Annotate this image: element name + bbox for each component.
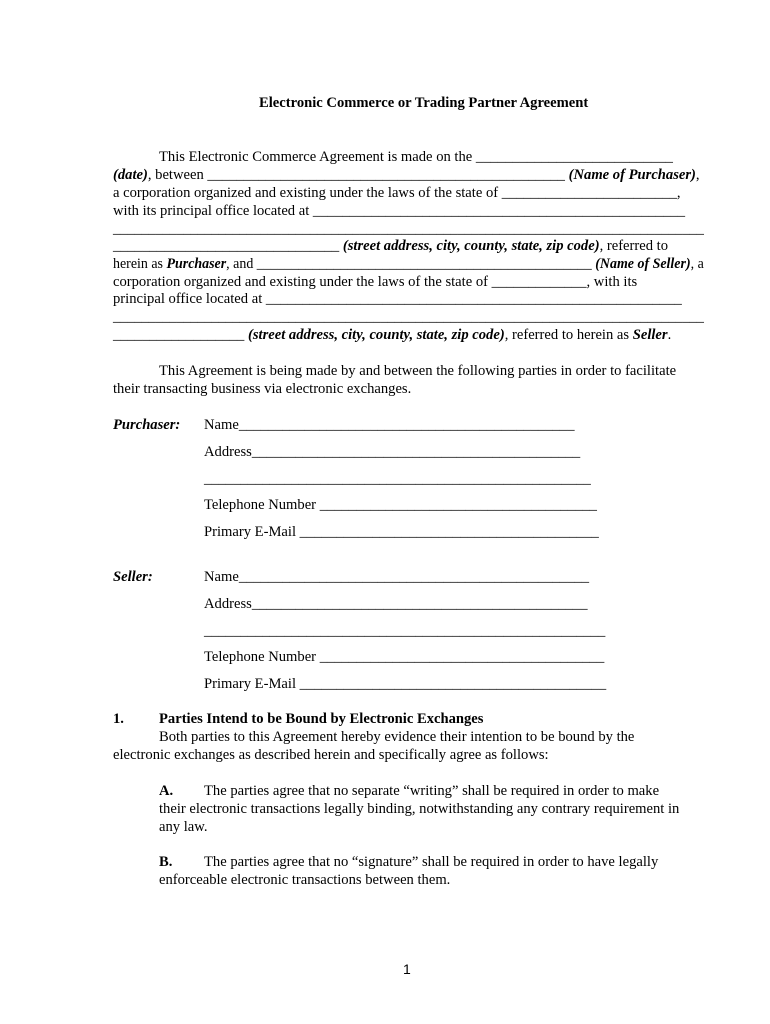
purchaser-name-field[interactable]: Name______________________________________________ xyxy=(204,417,575,433)
intro-line-3: a corporation organized and existing under the laws of the state of ________________________, xyxy=(113,185,681,201)
seller-address-field[interactable]: Address______________________________________________ xyxy=(204,596,588,612)
clause-a-label: A. xyxy=(159,783,174,799)
intro-line-8: corporation organized and existing under the laws of the state of _____________, with its xyxy=(113,274,638,290)
clause-b-line-2: enforceable electronic transactions between them. xyxy=(159,872,451,888)
intro-line-5: ____________________________________________________________________________________ xyxy=(113,221,704,237)
purchaser-name-label: (Name of Purchaser) xyxy=(568,167,696,183)
intro-line-6: _______________________________ (street address, city, county, state, zip code), referred to xyxy=(113,238,669,254)
purchaser-telephone-field[interactable]: Telephone Number ______________________________________ xyxy=(204,497,597,513)
purchaser-term: Purchaser xyxy=(166,256,227,272)
purchaser-address-line-2[interactable]: _____________________________________________________ xyxy=(204,471,591,487)
section-1-line-2: electronic exchanges as described herein and specifically agree as follows: xyxy=(113,747,549,763)
section-1-heading: Parties Intend to be Bound by Electronic Exchanges xyxy=(159,711,484,727)
purchaser-label: Purchaser: xyxy=(113,417,181,433)
clause-a-line-2: their electronic transactions legally binding, notwithstanding any contrary requirement in xyxy=(159,801,680,817)
clause-a-line-3: any law. xyxy=(159,819,208,835)
intro-line-10: ____________________________________________________________________________________ xyxy=(113,309,704,325)
intro-line-2: (date), between _________________________________________________ (Name of Purchaser), xyxy=(113,167,700,183)
clause-b-label: B. xyxy=(159,854,173,870)
intro-line-4: with its principal office located at ___________________________________________________ xyxy=(113,203,686,219)
seller-telephone-field[interactable]: Telephone Number _______________________________________ xyxy=(204,649,605,665)
intro-line-1: This Electronic Commerce Agreement is made on the ___________________________ xyxy=(159,149,673,165)
seller-term: Seller xyxy=(632,327,668,343)
page-number: 1 xyxy=(403,961,411,977)
intro-line-9: principal office located at _________________________________________________________ xyxy=(113,291,682,307)
purpose-line-2: their transacting business via electronic exchanges. xyxy=(113,381,412,397)
seller-name-label: (Name of Seller) xyxy=(595,256,691,272)
purchaser-address-field[interactable]: Address_____________________________________________ xyxy=(204,444,581,460)
intro-line-11: __________________ (street address, city, county, state, zip code), referred to herein as Seller. xyxy=(113,327,672,343)
document-title: Electronic Commerce or Trading Partner Agreement xyxy=(259,95,589,111)
clause-b-line-1: The parties agree that no “signature” shall be required in order to have legally xyxy=(204,854,659,870)
date-label: (date) xyxy=(113,167,148,183)
seller-address-line-2[interactable]: _______________________________________________________ xyxy=(204,623,606,639)
purpose-line-1: This Agreement is being made by and between the following parties in order to facilitate xyxy=(159,363,677,379)
intro-line-7: herein as Purchaser, and ________________________________________________ (Name of Seller), a xyxy=(113,256,704,272)
section-1-line-1: Both parties to this Agreement hereby evidence their intention to be bound by the xyxy=(159,729,635,745)
seller-name-field[interactable]: Name________________________________________________ xyxy=(204,569,590,585)
purchaser-email-field[interactable]: Primary E-Mail _________________________________________ xyxy=(204,524,599,540)
clause-a-line-1: The parties agree that no separate “writing” shall be required in order to make xyxy=(204,783,660,799)
seller-label: Seller: xyxy=(113,569,153,585)
seller-email-field[interactable]: Primary E-Mail __________________________________________ xyxy=(204,676,607,692)
section-1-number: 1. xyxy=(113,711,124,727)
